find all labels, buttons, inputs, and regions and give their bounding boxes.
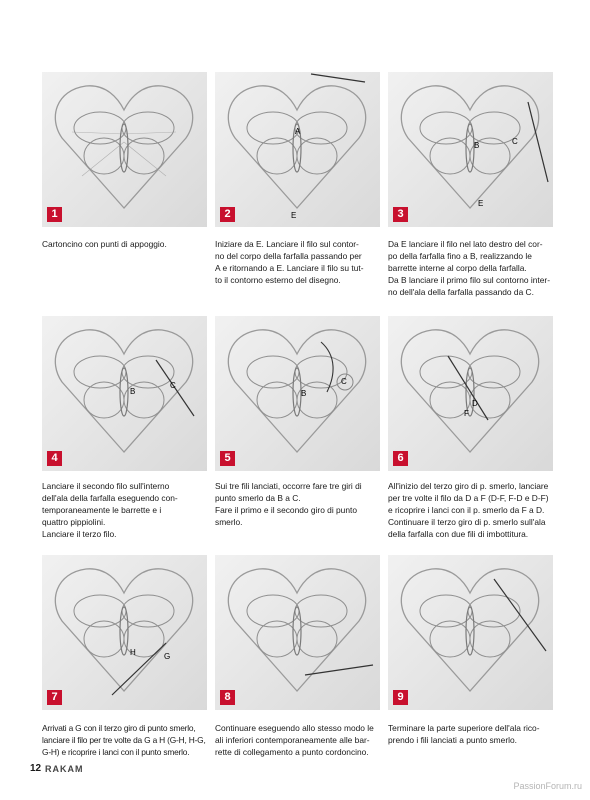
point-label: F: [464, 409, 469, 418]
step-4-instructions: Lanciare il secondo filo sull'interno dell'ala della farfalla eseguendo con- temporaneamente le barrette e i quattro pippiolini. Lanciare il terzo filo.: [42, 481, 178, 539]
butterfly-pattern-illustration: [215, 72, 380, 227]
step-1-instructions: Cartoncino con punti di appoggio.: [42, 239, 167, 249]
butterfly-pattern-illustration: [215, 316, 380, 471]
step-4-number-badge: 4: [47, 451, 62, 466]
step-7-number-badge: 7: [47, 690, 62, 705]
step-8-number-badge: 8: [220, 690, 235, 705]
step-6-photo: [388, 316, 553, 471]
point-label: C: [170, 381, 176, 390]
step-6-instructions: All'inizio del terzo giro di p. smerlo, lanciare per tre volte il filo da D a F (D-F, F-D e D-F) e ricoprire i lanci con il p. smerlo da F a D. Continuare il terzo giro di p. smerlo sull'ala della farfalla con due fili di imbottitura.: [388, 481, 549, 539]
point-label: B: [301, 389, 307, 398]
butterfly-pattern-illustration: [215, 555, 380, 710]
point-label: E: [478, 199, 484, 208]
step-5-instructions: Sui tre fili lanciati, occorre fare tre giri di punto smerlo da B a C. Fare il primo e il secondo giro di punto smerlo.: [215, 481, 362, 527]
step-3-photo: [388, 72, 553, 227]
step-4-photo: [42, 316, 207, 471]
step-2-photo: [215, 72, 380, 227]
step-7-instructions: Arrivati a G con il terzo giro di punto smerlo, lanciare il filo per tre volte da G a H (G-H, H-G, G-H) e ricoprire i lanci con il punto smerlo.: [42, 723, 206, 757]
point-label: A: [295, 127, 301, 136]
step-5-photo: [215, 316, 380, 471]
butterfly-pattern-illustration: [388, 555, 553, 710]
butterfly-pattern-illustration: [388, 316, 553, 471]
page-number: 12: [30, 763, 42, 774]
point-label: H: [130, 648, 136, 657]
butterfly-pattern-illustration: [42, 316, 207, 471]
step-7-photo: [42, 555, 207, 710]
point-label: C: [512, 137, 518, 146]
step-9-number-badge: 9: [393, 690, 408, 705]
step-9-photo: [388, 555, 553, 710]
point-label: B: [130, 387, 136, 396]
step-8-instructions: Continuare eseguendo allo stesso modo le ali inferiori contemporaneamente alle bar- rette di collegamento a punto cordoncino.: [215, 723, 374, 757]
step-3-number-badge: 3: [393, 207, 408, 222]
point-label: C: [341, 377, 347, 386]
watermark: PassionForum.ru: [513, 781, 582, 791]
point-label: G: [164, 652, 171, 661]
butterfly-pattern-illustration: [42, 555, 207, 710]
step-3-instructions: Da E lanciare il filo nel lato destro del cor- po della farfalla fino a B, realizzando le barrette interne al corpo della farfalla. Da B lanciare il primo filo sul contorno inter- no dell'ala della farfalla passando da C.: [388, 239, 550, 297]
magazine-name: RAKAM: [45, 764, 84, 774]
step-2-instructions: Iniziare da E. Lanciare il filo sul contor- no del corpo della farfalla passando per A e ritornando a E. Lanciare il filo su tut- to il contorno esterno del disegno.: [215, 239, 364, 285]
step-1-photo: [42, 72, 207, 227]
butterfly-pattern-illustration: [388, 72, 553, 227]
step-5-number-badge: 5: [220, 451, 235, 466]
step-9-instructions: Terminare la parte superiore dell'ala rico- prendo i fili lanciati a punto smerlo.: [388, 723, 540, 745]
step-8-photo: [215, 555, 380, 710]
step-6-number-badge: 6: [393, 451, 408, 466]
butterfly-pattern-illustration: [42, 72, 207, 227]
step-2-number-badge: 2: [220, 207, 235, 222]
point-label: E: [291, 211, 297, 220]
point-label: D: [472, 399, 478, 408]
point-label: B: [474, 141, 480, 150]
step-1-number-badge: 1: [47, 207, 62, 222]
